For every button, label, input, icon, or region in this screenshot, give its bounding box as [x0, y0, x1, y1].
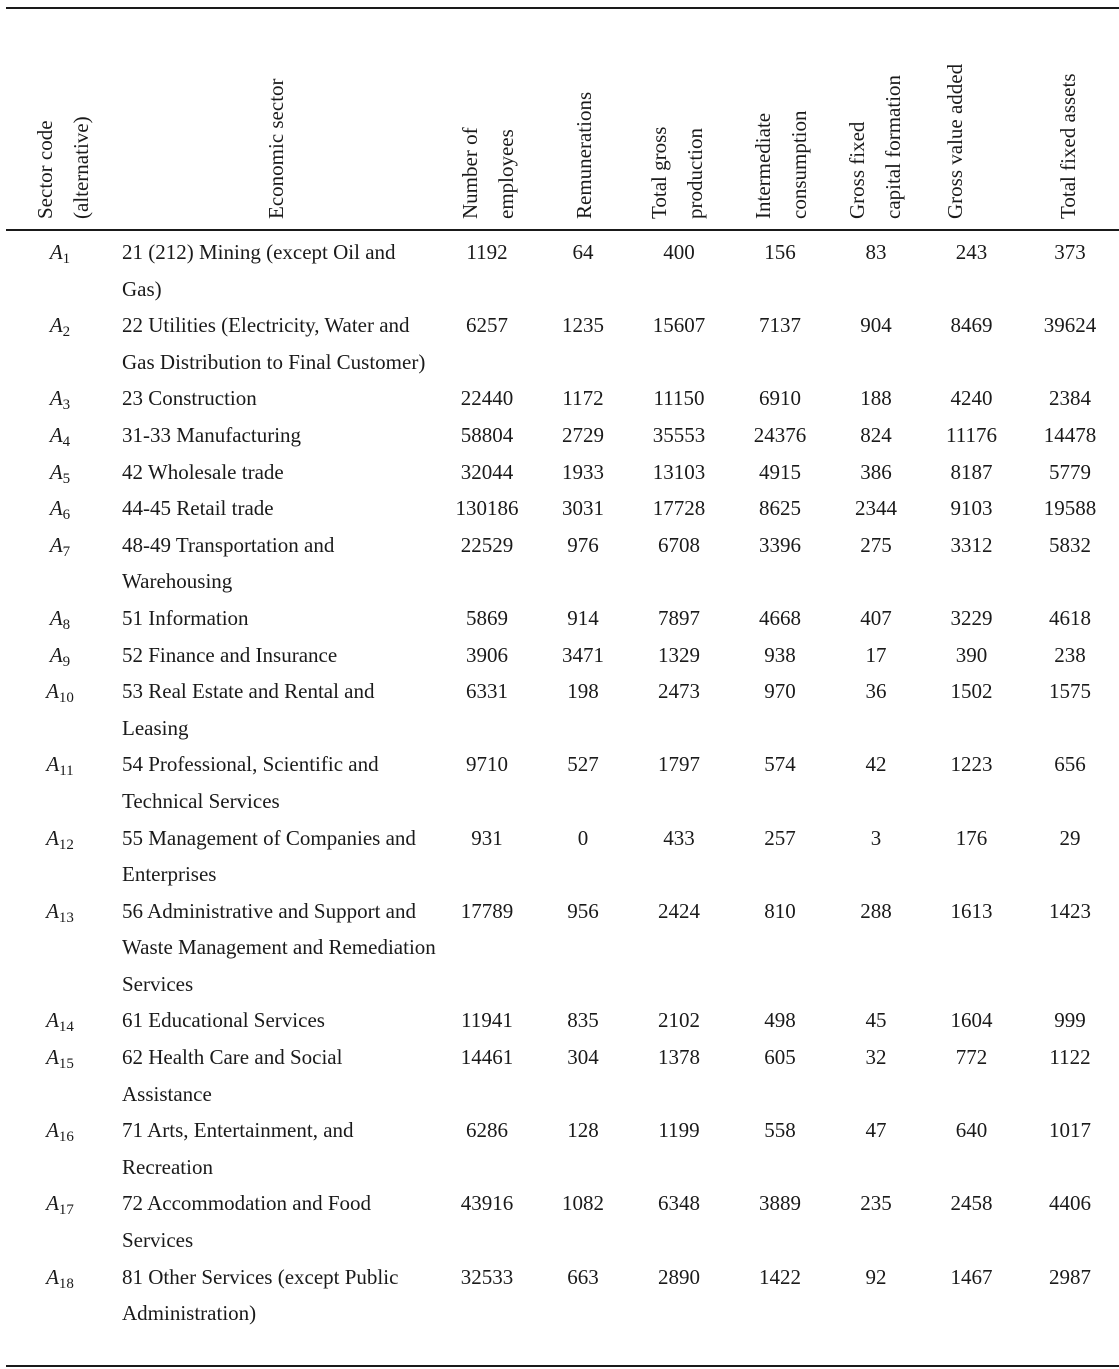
employees-cell: 931	[471, 825, 503, 850]
gross-fixed-capital-formation-cell: 36	[865, 679, 887, 704]
sector-code-cell	[6, 1112, 114, 1185]
economic-sector-cell: 21 (212) Mining (except Oil and Gas)	[122, 240, 396, 301]
gross-production-cell: 400	[663, 240, 695, 264]
gross-production-cell: 7897	[658, 605, 700, 630]
gross-value-added-cell: 2458	[950, 1191, 993, 1216]
sector-code-letter: A	[49, 532, 63, 557]
sector-code-subscript: 4	[62, 433, 71, 450]
gross-fixed-capital-formation-cell: 824	[860, 422, 892, 447]
intermediate-consumption-cell: 558	[764, 1118, 796, 1143]
sector-code-letter: A	[46, 1191, 59, 1216]
employees-cell: 130186	[455, 496, 519, 521]
sector-code-letter: A	[46, 1118, 59, 1143]
intermediate-consumption-cell: 257	[764, 825, 796, 850]
gross-fixed-capital-formation-cell: 386	[860, 459, 892, 484]
economic-sector-cell: 62 Health Care and Social Assistance	[122, 1045, 343, 1106]
remunerations-cell: 914	[567, 605, 599, 630]
gross-fixed-capital-formation-cell: 407	[860, 605, 892, 630]
table-row	[6, 1259, 1119, 1332]
table-row	[6, 1039, 1119, 1112]
remunerations-cell: 3471	[562, 642, 604, 667]
sector-code-letter: A	[49, 642, 63, 667]
total-fixed-assets-cell: 4618	[1049, 605, 1091, 630]
header-label-line: capital formation	[881, 74, 905, 219]
gross-fixed-capital-formation-cell: 47	[865, 1118, 887, 1143]
intermediate-consumption-cell: 4668	[759, 605, 801, 630]
total-fixed-assets-cell: 2987	[1049, 1264, 1091, 1289]
gross-fixed-capital-formation-cell: 42	[865, 752, 887, 777]
total-fixed-assets-cell: 1017	[1049, 1118, 1091, 1143]
table-row	[6, 307, 1119, 380]
economic-sector-cell: 61 Educational Services	[122, 1008, 325, 1033]
sector-code-letter: A	[49, 422, 63, 447]
total-fixed-assets-cell: 5832	[1049, 532, 1091, 557]
sector-code-cell	[6, 1002, 114, 1039]
gross-value-added-cell: 640	[955, 1118, 988, 1143]
sector-code-cell	[6, 637, 114, 674]
sector-code-subscript: 5	[62, 470, 71, 487]
intermediate-consumption-cell: 970	[764, 679, 796, 704]
gross-production-cell: 13103	[652, 459, 706, 484]
sector-code-cell	[6, 1259, 114, 1332]
sector-code-letter: A	[49, 313, 63, 338]
sector-code-letter: A	[49, 496, 63, 521]
employees-cell: 1192	[466, 240, 508, 264]
sector-code-subscript: 12	[58, 836, 74, 853]
sector-code-cell	[6, 380, 114, 417]
sector-code-subscript: 16	[58, 1129, 74, 1146]
sector-code-subscript: 1	[62, 251, 71, 267]
economic-sector-cell: 42 Wholesale trade	[122, 459, 284, 484]
remunerations-cell: 976	[567, 532, 599, 557]
remunerations-cell: 527	[567, 752, 599, 777]
table-row	[6, 1002, 1119, 1039]
table-row	[6, 600, 1119, 637]
employees-cell: 22440	[460, 386, 514, 411]
remunerations-cell: 304	[567, 1045, 599, 1070]
sector-code-subscript: 17	[58, 1202, 74, 1219]
header-label-line: Gross value added	[943, 63, 967, 219]
intermediate-consumption-cell: 7137	[759, 313, 801, 338]
employees-cell: 5869	[466, 605, 508, 630]
header-label-line: Number of	[458, 127, 482, 219]
sector-code-subscript: 11	[59, 763, 74, 780]
gross-fixed-capital-formation-cell: 32	[865, 1045, 887, 1070]
total-fixed-assets-cell: 4406	[1049, 1191, 1091, 1216]
sector-code-subscript: 8	[62, 616, 71, 633]
gross-value-added-cell: 4240	[950, 386, 993, 411]
header-label-line: Gross fixed	[845, 121, 869, 219]
economic-sector-cell: 44-45 Retail trade	[122, 496, 274, 521]
gross-production-cell: 2424	[658, 898, 700, 923]
total-fixed-assets-cell: 5779	[1049, 459, 1091, 484]
gross-value-added-cell: 8469	[950, 313, 993, 338]
gross-fixed-capital-formation-cell: 275	[860, 532, 892, 557]
intermediate-consumption-cell: 3889	[759, 1191, 801, 1216]
sector-code-cell	[6, 893, 114, 1003]
gross-value-added-cell: 1604	[950, 1008, 993, 1033]
table-row	[6, 527, 1119, 600]
total-fixed-assets-cell: 656	[1054, 752, 1086, 777]
remunerations-cell: 0	[577, 825, 589, 850]
employees-cell: 11941	[461, 1008, 513, 1033]
employees-cell: 14461	[460, 1045, 514, 1070]
table-row	[6, 234, 1119, 307]
gross-fixed-capital-formation-cell: 45	[865, 1008, 887, 1033]
economic-sector-cell: 31-33 Manufacturing	[122, 422, 302, 447]
gross-production-cell: 433	[663, 825, 695, 850]
sector-code-cell	[6, 454, 114, 491]
remunerations-cell: 663	[567, 1264, 599, 1289]
economic-sector-cell: 51 Information	[122, 605, 249, 630]
gross-production-cell: 2102	[658, 1008, 700, 1033]
sector-code-subscript: 6	[62, 507, 71, 524]
sector-code-cell	[6, 820, 114, 893]
gross-value-added-cell: 772	[955, 1045, 988, 1070]
remunerations-cell: 956	[567, 898, 599, 923]
remunerations-cell: 2729	[562, 422, 604, 447]
gross-value-added-cell: 1502	[950, 679, 993, 704]
sector-code-letter: A	[46, 679, 59, 704]
sector-code-letter: A	[46, 1045, 59, 1070]
table-bottom-rule	[6, 1365, 1119, 1367]
header-label-line: production	[683, 128, 707, 219]
sector-code-subscript: 7	[62, 543, 71, 560]
header-label-line: Intermediate	[751, 112, 775, 219]
employees-cell: 6286	[466, 1118, 508, 1143]
gross-production-cell: 1378	[658, 1045, 700, 1070]
economic-sector-cell: 72 Accommodation and Food Services	[122, 1191, 372, 1253]
sector-code-cell	[6, 527, 114, 600]
employees-cell: 32533	[460, 1264, 514, 1289]
intermediate-consumption-cell: 3396	[759, 532, 801, 557]
intermediate-consumption-cell: 8625	[759, 496, 801, 521]
gross-production-cell: 11150	[653, 386, 705, 411]
remunerations-cell: 1082	[562, 1191, 604, 1216]
intermediate-consumption-cell: 1422	[759, 1264, 801, 1289]
intermediate-consumption-cell: 605	[764, 1045, 796, 1070]
header-label-line: Total fixed assets	[1056, 73, 1080, 219]
sector-code-subscript: 15	[58, 1056, 74, 1073]
sector-code-letter: A	[49, 605, 63, 630]
remunerations-cell: 128	[567, 1118, 599, 1143]
total-fixed-assets-cell: 1575	[1049, 679, 1091, 704]
sector-code-subscript: 13	[58, 909, 74, 926]
total-fixed-assets-cell: 39624	[1043, 313, 1097, 338]
sector-code-cell	[6, 490, 114, 527]
sector-code-subscript: 3	[62, 397, 71, 414]
table-row	[6, 490, 1119, 527]
gross-fixed-capital-formation-cell: 904	[860, 313, 892, 338]
sector-code-subscript: 10	[58, 690, 74, 707]
economic-sector-cell: 22 Utilities (Electricity, Water and Gas Distribution to Final Customer)	[122, 313, 426, 374]
total-fixed-assets-cell: 19588	[1043, 496, 1097, 521]
gross-production-cell: 2473	[658, 679, 700, 704]
intermediate-consumption-cell: 6910	[759, 386, 801, 411]
sector-code-cell	[6, 673, 114, 746]
gross-production-cell: 1199	[658, 1118, 700, 1143]
header-label-line: Sector code	[33, 120, 57, 219]
gross-value-added-cell: 9103	[950, 496, 993, 521]
table-row	[6, 1185, 1119, 1258]
gross-production-cell: 2890	[658, 1264, 700, 1289]
gross-value-added-cell: 8187	[950, 459, 993, 484]
gross-fixed-capital-formation-cell: 288	[860, 898, 892, 923]
intermediate-consumption-cell: 938	[764, 642, 796, 667]
economic-sector-cell: 81 Other Services (except Public Administration)	[122, 1264, 399, 1326]
sector-code-letter: A	[46, 1264, 59, 1289]
table-top-rule	[6, 7, 1119, 9]
intermediate-consumption-cell: 4915	[759, 459, 801, 484]
intermediate-consumption-cell: 810	[764, 898, 796, 923]
total-fixed-assets-cell: 1423	[1049, 898, 1091, 923]
economic-sector-cell: 53 Real Estate and Rental and Leasing	[122, 679, 375, 740]
intermediate-consumption-cell: 156	[764, 240, 796, 264]
header-label-line: consumption	[787, 110, 811, 219]
gross-production-cell: 17728	[652, 496, 706, 521]
sector-code-cell	[6, 1185, 114, 1258]
header-label-line: Total gross	[647, 126, 671, 219]
total-fixed-assets-cell: 999	[1054, 1008, 1086, 1033]
gross-value-added-cell: 3229	[950, 605, 993, 630]
sector-code-subscript: 14	[58, 1019, 74, 1036]
header-label-line: Remunerations	[572, 91, 596, 219]
sector-code-letter: A	[49, 240, 63, 264]
header-label-line: Economic sector	[264, 78, 288, 219]
economic-sector-cell: 52 Finance and Insurance	[122, 642, 338, 667]
sector-code-letter: A	[46, 825, 59, 850]
gross-fixed-capital-formation-cell: 188	[860, 386, 892, 411]
sector-code-letter: A	[46, 752, 60, 777]
gross-fixed-capital-formation-cell: 17	[865, 642, 887, 667]
sector-code-cell	[6, 1039, 114, 1112]
table-row	[6, 1112, 1119, 1185]
total-fixed-assets-cell: 373	[1054, 240, 1086, 264]
gross-fixed-capital-formation-cell: 2344	[855, 496, 897, 521]
employees-cell: 6257	[466, 313, 508, 338]
gross-production-cell: 35553	[652, 422, 706, 447]
gross-value-added-cell: 1223	[950, 752, 993, 777]
sector-code-subscript: 18	[58, 1275, 74, 1292]
employees-cell: 22529	[460, 532, 514, 557]
gross-fixed-capital-formation-cell: 235	[860, 1191, 892, 1216]
intermediate-consumption-cell: 24376	[753, 422, 807, 447]
remunerations-cell: 1172	[562, 386, 604, 411]
gross-value-added-cell: 3312	[950, 532, 993, 557]
table-row	[6, 637, 1119, 674]
intermediate-consumption-cell: 498	[764, 1008, 796, 1033]
table-row	[6, 820, 1119, 893]
total-fixed-assets-cell: 1122	[1049, 1045, 1091, 1070]
sector-code-cell	[6, 234, 114, 307]
sector-code-cell	[6, 307, 114, 380]
remunerations-cell: 3031	[562, 496, 604, 521]
gross-production-cell: 6348	[658, 1191, 700, 1216]
sector-code-subscript: 9	[62, 653, 71, 670]
table-row	[6, 380, 1119, 417]
economic-sector-cell: 23 Construction	[122, 386, 257, 411]
employees-cell: 6331	[466, 679, 508, 704]
header-label-line: employees	[494, 129, 518, 219]
gross-value-added-cell: 243	[955, 240, 988, 264]
intermediate-consumption-cell: 574	[764, 752, 796, 777]
total-fixed-assets-cell: 14478	[1043, 422, 1097, 447]
employees-cell: 9710	[466, 752, 508, 777]
gross-value-added-cell: 1613	[950, 898, 993, 923]
remunerations-cell: 1235	[562, 313, 604, 338]
total-fixed-assets-cell: 238	[1054, 642, 1086, 667]
table-row	[6, 746, 1119, 819]
gross-fixed-capital-formation-cell: 92	[865, 1264, 887, 1289]
sector-code-letter: A	[46, 1008, 59, 1033]
employees-cell: 3906	[466, 642, 508, 667]
employees-cell: 17789	[460, 898, 514, 923]
total-fixed-assets-cell: 29	[1059, 825, 1081, 850]
gross-fixed-capital-formation-cell: 83	[865, 240, 887, 264]
gross-production-cell: 1797	[658, 752, 700, 777]
gross-production-cell: 15607	[652, 313, 706, 338]
employees-cell: 58804	[460, 422, 514, 447]
remunerations-cell: 1933	[562, 459, 604, 484]
sector-code-cell	[6, 746, 114, 819]
table-header-rule	[6, 229, 1119, 231]
remunerations-cell: 835	[567, 1008, 599, 1033]
gross-value-added-cell: 176	[955, 825, 988, 850]
economic-sector-cell: 56 Administrative and Support and Waste Management and Remediation Services	[122, 898, 436, 996]
gross-production-cell: 1329	[658, 642, 700, 667]
table-row	[6, 673, 1119, 746]
economic-sector-cell: 48-49 Transportation and Warehousing	[122, 532, 335, 594]
sector-code-letter: A	[49, 386, 63, 411]
sector-code-letter: A	[46, 898, 59, 923]
remunerations-cell: 198	[567, 679, 599, 704]
sector-code-cell	[6, 417, 114, 454]
gross-production-cell: 6708	[658, 532, 700, 557]
economic-sector-cell: 55 Management of Companies and Enterprises	[122, 825, 416, 887]
table-row	[6, 417, 1119, 454]
gross-value-added-cell: 390	[955, 642, 988, 667]
remunerations-cell: 64	[572, 240, 594, 264]
gross-value-added-cell: 1467	[950, 1264, 993, 1289]
economic-sector-cell: 71 Arts, Entertainment, and Recreation	[122, 1118, 354, 1179]
header-label-line: (alternative)	[69, 116, 93, 219]
economic-sector-cell: 54 Professional, Scientific and Technical Services	[122, 752, 379, 813]
sector-code-cell	[6, 600, 114, 637]
sector-code-subscript: 2	[62, 324, 71, 341]
total-fixed-assets-cell: 2384	[1049, 386, 1091, 411]
data-table	[6, 234, 1119, 1332]
employees-cell: 32044	[460, 459, 514, 484]
sector-code-letter: A	[49, 459, 63, 484]
table-row	[6, 454, 1119, 491]
table-row	[6, 893, 1119, 1003]
employees-cell: 43916	[460, 1191, 514, 1216]
gross-value-added-cell: 11176	[946, 422, 997, 447]
gross-fixed-capital-formation-cell: 3	[870, 825, 882, 850]
